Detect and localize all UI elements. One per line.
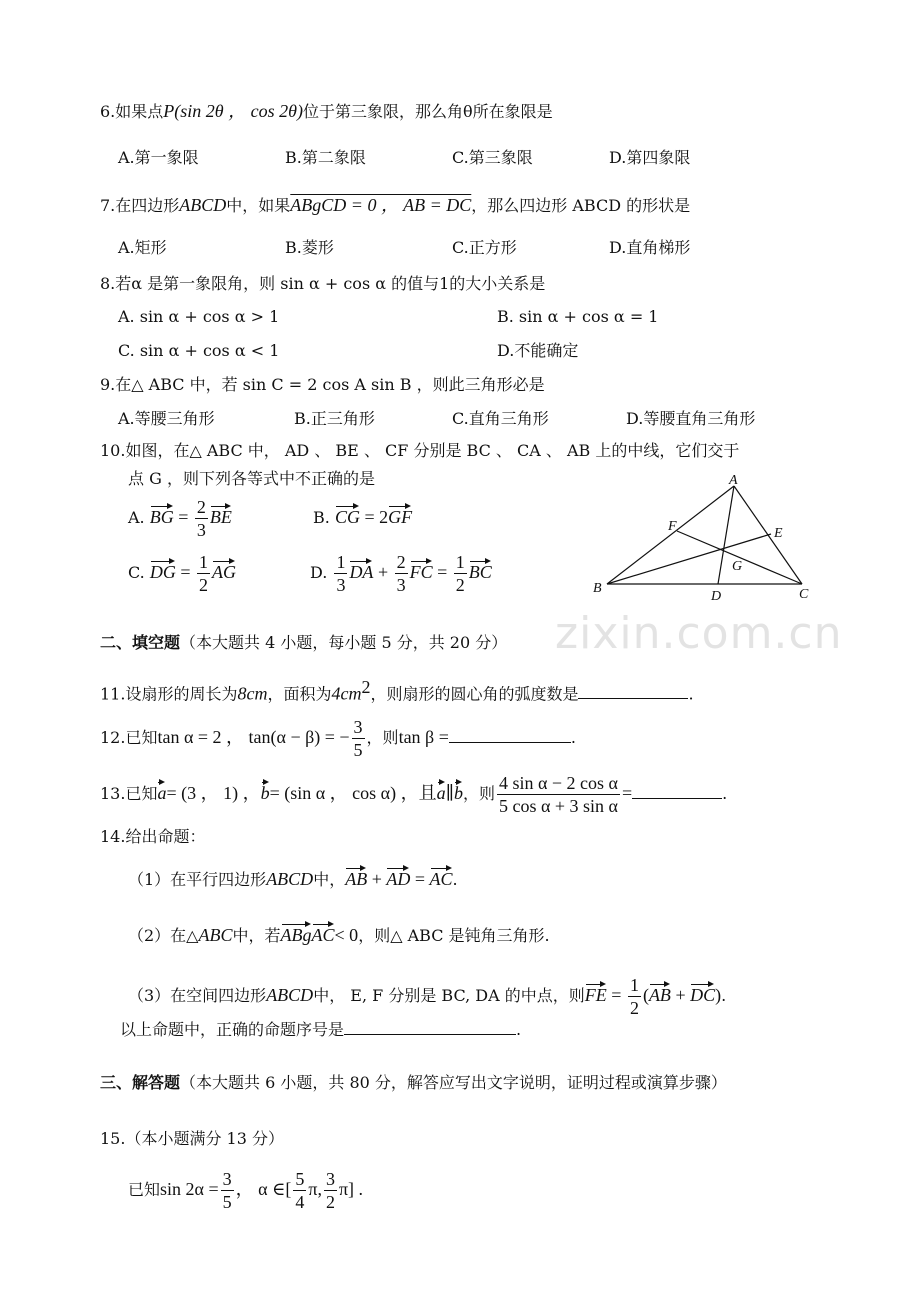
question-14-stem: 14.给出命题： <box>100 827 206 846</box>
side-ab <box>607 486 734 584</box>
label-a: A <box>729 473 738 488</box>
q7-option-a: A.矩形 <box>118 238 167 257</box>
q6-option-a: A.第一象限 <box>118 148 199 167</box>
question-13: 13.已知a= (3 ， 1) ，b= (sin α ， cos α) ，且a∥b，则 $\frac{\text{4 sin α − 2 cos α}}{\text{5 cos α + 3 sin α}}$ = . <box>100 773 728 816</box>
q7-option-c: C.正方形 <box>452 238 517 257</box>
q10-option-c: C. DG = $\frac{1}{2}$ AG <box>128 552 237 595</box>
q8-option-b: B. sin α + cos α = 1 <box>497 307 659 326</box>
q14-proposition-3: （3）在空间四边形ABCD中， E, F 分别是 BC, DA 的中点，则FE = $\frac{1}{2}$ (AB + DC). <box>128 975 727 1018</box>
q10-option-a: A. BG = $\frac{2}{3}$ BE <box>128 497 232 540</box>
q7-option-b: B.菱形 <box>285 238 334 257</box>
q11-answer-blank[interactable] <box>578 682 688 699</box>
watermark: zixin.com.cn <box>555 608 843 659</box>
q6-point: P(sin 2θ ， cos 2θ) <box>163 101 303 121</box>
q9-option-d: D.等腰直角三角形 <box>626 409 756 428</box>
question-15-head: 15.（本小题满分 13 分） <box>100 1129 284 1148</box>
q9-option-a: A.等腰三角形 <box>118 409 215 428</box>
question-10-line2: 点 G ，则下列各等式中不正确的是 <box>128 469 375 488</box>
median-be <box>607 534 771 584</box>
label-g: G <box>732 559 743 574</box>
q13-answer-blank[interactable] <box>632 782 722 799</box>
q12-answer-blank[interactable] <box>449 726 571 743</box>
label-b: B <box>593 581 602 596</box>
question-12: 12.已知tan α = 2 ， tan(α − β) = − $\frac{3}{5}$ ，则tan β = . <box>100 717 576 760</box>
q6-option-c: C.第三象限 <box>452 148 533 167</box>
question-6-stem: 6.如果点P(sin 2θ ， cos 2θ)位于第三象限，那么角θ所在象限是 <box>100 101 553 121</box>
section-3-heading: 三、解答题（本大题共 6 小题，共 80 分，解答应写出文字说明，证明过程或演算步骤） <box>100 1073 727 1092</box>
question-15-stem: 已知sin 2α = $\frac{3}{5}$ ， α ∈[ $\frac{5}{4}$ π, $\frac{3}{2}$ π] . <box>128 1169 364 1212</box>
q10-option-b: B. CG = 2GF <box>313 507 413 527</box>
q14-proposition-1: （1）在平行四边形ABCD中，AB + AD = AC. <box>128 869 458 889</box>
q8-option-d: D.不能确定 <box>497 341 579 360</box>
label-d: D <box>711 589 722 604</box>
q6-option-d: D.第四象限 <box>609 148 691 167</box>
question-10-line1: 10.如图，在△ ABC 中， AD 、 BE 、 CF 分别是 BC 、 CA 、 AB 上的中线，它们交于 <box>100 441 740 460</box>
q9-option-b: B.正三角形 <box>294 409 375 428</box>
q8-option-a: A. sin α + cos α > 1 <box>118 307 280 326</box>
label-c: C <box>799 587 809 602</box>
q14-conclusion: 以上命题中，正确的命题序号是 . <box>120 1020 522 1039</box>
q10-option-d: D. $\frac{1}{3}$ DA + $\frac{2}{3}$ FC = $\frac{1}{2}$ BC <box>310 552 492 595</box>
q14-answer-blank[interactable] <box>344 1018 516 1035</box>
question-7-stem: 7.在四边形ABCD中，如果ABgCD = 0 ， AB = DC，那么四边形 ABCD 的形状是 <box>100 195 691 215</box>
label-e: E <box>774 526 783 541</box>
q7-condition: ABgCD = 0 ， AB = DC <box>290 195 472 215</box>
q8-option-c: C. sin α + cos α < 1 <box>118 341 280 360</box>
question-11: 11.设扇形的周长为8cm，面积为$4cm^2$，则扇形的圆心角的弧度数是 . <box>100 677 694 704</box>
label-f: F <box>668 519 677 534</box>
q6-option-b: B.第二象限 <box>285 148 366 167</box>
q14-proposition-2: （2）在△ABC中，若ABgAC< 0，则△ ABC 是钝角三角形. <box>128 925 550 945</box>
triangle-diagram <box>585 470 815 605</box>
section-2-heading: 二、填空题（本大题共 4 小题，每小题 5 分，共 20 分） <box>100 633 508 652</box>
q7-option-d: D.直角梯形 <box>609 238 691 257</box>
question-8-stem: 8.若α 是第一象限角，则 sin α + cos α 的值与1的大小关系是 <box>100 274 546 293</box>
q9-option-c: C.直角三角形 <box>452 409 549 428</box>
question-9-stem: 9.在△ ABC 中，若 sin C = 2 cos A sin B ，则此三角形必是 <box>100 375 545 394</box>
